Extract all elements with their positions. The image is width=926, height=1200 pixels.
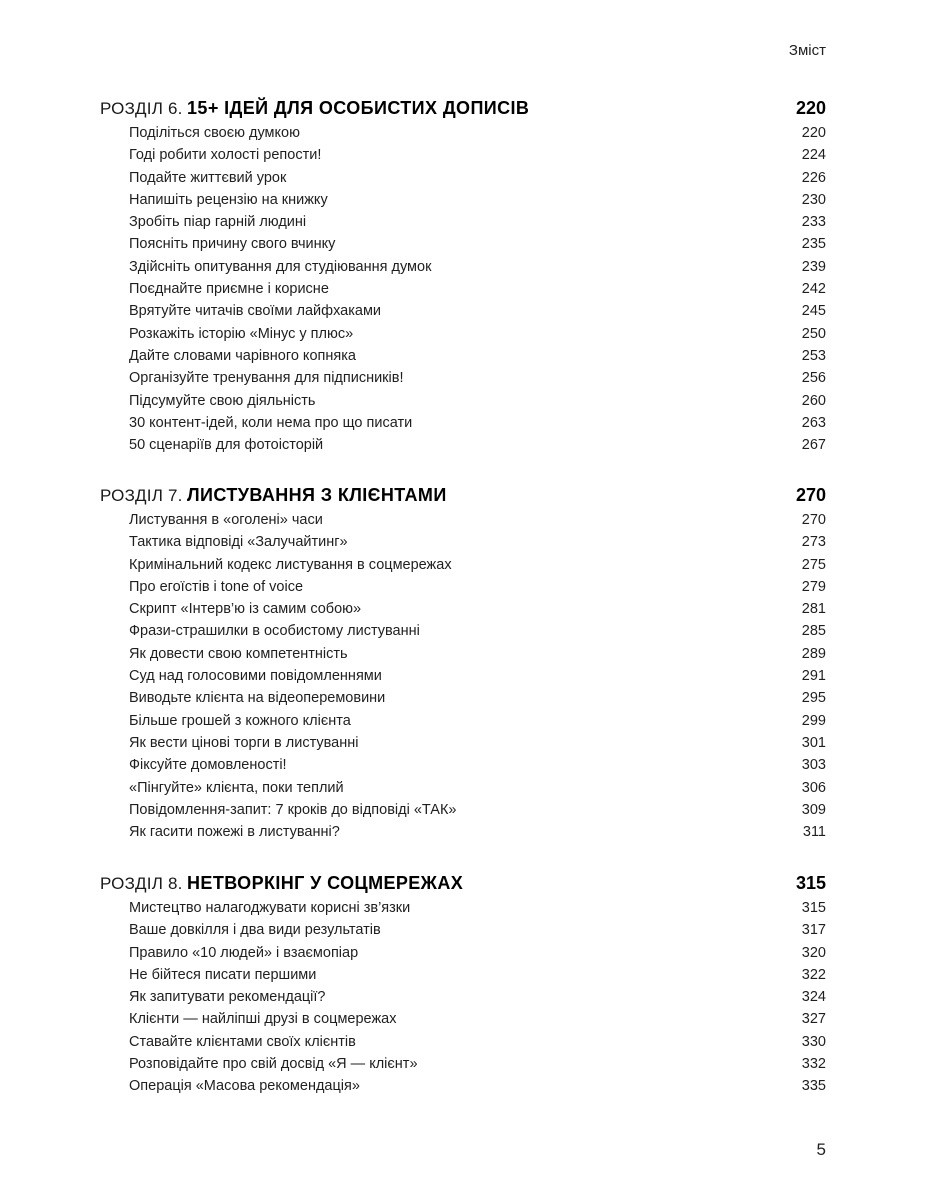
toc-entry[interactable] (100, 732, 826, 754)
toc-entry-title: Тактика відповіді «Залучайтинг» (129, 534, 348, 551)
toc-entry[interactable] (100, 576, 826, 598)
toc-entry-title: Більше грошей з кожного клієнта (129, 712, 351, 729)
chapter-entries (100, 509, 826, 843)
chapter-page-number: 270 (795, 485, 826, 505)
toc-entry[interactable] (100, 167, 826, 189)
toc-entry[interactable] (100, 620, 826, 642)
toc-entry-page: 295 (801, 690, 826, 707)
toc-entry[interactable] (100, 1031, 826, 1053)
toc-entry-title: Повідомлення-запит: 7 кроків до відповіді «ТАК» (129, 801, 457, 818)
toc-entry[interactable] (100, 323, 826, 345)
toc-entry-title: Зробіть піар гарній людині (129, 214, 307, 231)
toc-entry-title: Дайте словами чарівного копняка (129, 347, 356, 364)
toc-entry-page: 256 (801, 370, 826, 387)
toc-entry-page: 306 (801, 779, 826, 796)
toc-entry-page: 324 (801, 989, 826, 1006)
toc-entry[interactable] (100, 345, 826, 367)
toc-entry-title: Поясніть причину свого вчинку (129, 236, 336, 253)
toc-entry-page: 270 (801, 512, 826, 528)
toc-entry[interactable] (100, 211, 826, 233)
chapter-section-7 (100, 481, 826, 843)
toc-entry-page: 332 (801, 1056, 826, 1073)
toc-entry-title: Здійсніть опитування для студіювання думок (129, 258, 432, 275)
toc-entry-page: 226 (801, 169, 826, 186)
toc-entry[interactable] (100, 278, 826, 300)
toc-entry[interactable] (100, 233, 826, 255)
toc-entry-page: 279 (801, 578, 826, 595)
toc-entry-page: 220 (801, 125, 826, 141)
toc-entry-title: Розкажіть історію «Мінус у плюс» (129, 325, 354, 342)
toc-entry[interactable] (100, 821, 826, 843)
toc-entry-page: 267 (801, 437, 826, 454)
chapter-label: РОЗДІЛ 6. (100, 99, 183, 118)
toc-entry-page: 281 (801, 601, 826, 618)
toc-entry-title: Про егоїстів і tone of voice (129, 578, 304, 595)
toc-entry-title: Суд над голосовими повідомленнями (129, 668, 382, 685)
toc-entry[interactable] (100, 256, 826, 278)
chapter-entries (100, 897, 826, 1098)
chapter-heading (100, 94, 529, 124)
toc-entry[interactable] (100, 554, 826, 576)
toc-entry-title: Як довести свою компетентність (129, 645, 348, 662)
toc-entry-page: 242 (801, 281, 826, 298)
page-number: 5 (816, 1140, 826, 1159)
toc-entry[interactable] (100, 1053, 826, 1075)
chapter-section-8 (100, 869, 826, 1098)
chapter-entries (100, 122, 826, 456)
chapter-heading (100, 869, 463, 899)
toc-entry[interactable] (100, 300, 826, 322)
toc-entry[interactable] (100, 390, 826, 412)
toc-entry-title: Фіксуйте домовленості! (129, 757, 287, 774)
toc-entry[interactable] (100, 531, 826, 553)
toc-entry-title: Поділіться своєю думкою (129, 125, 300, 141)
toc-entry-page: 250 (801, 325, 826, 342)
toc-entry[interactable] (100, 1008, 826, 1030)
toc-entry[interactable] (100, 412, 826, 434)
toc-entry-title: Ставайте клієнтами своїх клієнтів (129, 1033, 356, 1050)
toc-entry-page: 239 (801, 258, 826, 275)
toc-entry[interactable] (100, 754, 826, 776)
toc-entry[interactable] (100, 598, 826, 620)
toc-entry-title: Напишіть рецензію на книжку (129, 191, 328, 208)
toc-entry-page: 317 (801, 922, 826, 939)
toc-entry-title: Врятуйте читачів своїми лайфхаками (129, 303, 382, 320)
toc-entry-page: 291 (801, 668, 826, 685)
toc-entry-title: Виводьте клієнта на відеоперемовини (129, 690, 386, 707)
toc-entry-title: Поєднайте приємне і корисне (129, 281, 329, 298)
toc-entry-title: Як вести цінові торги в листуванні (129, 734, 359, 751)
toc-entry-title: Підсумуйте свою діяльність (129, 392, 316, 409)
toc-entry-title: 50 сценаріїв для фотоісторій (129, 437, 324, 454)
toc-entry[interactable] (100, 144, 826, 166)
chapter-header[interactable] (100, 94, 826, 122)
toc-entry-page: 245 (801, 303, 826, 320)
chapter-label: РОЗДІЛ 8. (100, 874, 183, 893)
toc-entry[interactable] (100, 942, 826, 964)
toc-entry-title: Клієнти — найліпші друзі в соцмережах (129, 1011, 397, 1028)
toc-entry-page: 285 (801, 623, 826, 640)
chapter-title: НЕТВОРКІНГ У СОЦМЕРЕЖАХ (187, 873, 464, 893)
toc-entry[interactable] (100, 189, 826, 211)
toc-entry[interactable] (100, 665, 826, 687)
toc-entry-title: Не бійтеся писати першими (129, 966, 317, 983)
toc-entry-title: Годі робити холості репости! (129, 147, 322, 164)
toc-entry-title: Скрипт «Інтерв’ю із самим собою» (129, 601, 362, 618)
toc-entry-page: 260 (801, 392, 826, 409)
toc-entry-page: 273 (801, 534, 826, 551)
toc-entry-title: Мистецтво налагоджувати корисні зв’язки (129, 900, 411, 916)
chapter-heading (100, 481, 447, 511)
toc-entry[interactable] (100, 122, 826, 144)
toc-entry-page: 230 (801, 191, 826, 208)
toc-entry-page: 315 (801, 900, 826, 916)
toc-entry-page: 327 (801, 1011, 826, 1028)
toc-entry[interactable] (100, 367, 826, 389)
toc-entry-page: 233 (801, 214, 826, 231)
toc-entry-page: 224 (801, 147, 826, 164)
toc-entry-title: Як запитувати рекомендації? (129, 989, 326, 1006)
toc-entry[interactable] (100, 777, 826, 799)
toc-entry-page: 330 (801, 1033, 826, 1050)
toc-entry-page: 322 (801, 966, 826, 983)
toc-entry-title: Операція «Масова рекомендація» (129, 1078, 360, 1095)
toc-entry-page: 253 (801, 347, 826, 364)
toc-entry[interactable] (100, 964, 826, 986)
toc-entry-page: 299 (801, 712, 826, 729)
chapter-title: ЛИСТУВАННЯ З КЛІЄНТАМИ (187, 485, 447, 505)
toc-entry-title: Листування в «оголені» часи (129, 512, 323, 528)
toc-entry-title: 30 контент-ідей, коли нема про що писати (129, 414, 413, 431)
toc-entry[interactable] (100, 434, 826, 456)
toc-entry-title: Фрази-страшилки в особистому листуванні (129, 623, 420, 640)
toc-entry-title: Подайте життєвий урок (129, 169, 287, 186)
toc-entry-title: Ваше довкілля і два види результатів (129, 922, 381, 939)
toc-entry[interactable] (100, 799, 826, 821)
chapter-page-number: 220 (795, 98, 826, 118)
toc-entry[interactable] (100, 687, 826, 709)
toc-entry-page: 275 (801, 556, 826, 573)
toc-entry-page: 320 (801, 944, 826, 961)
toc-entry[interactable] (100, 643, 826, 665)
toc-entry-title: «Пінгуйте» клієнта, поки теплий (129, 779, 344, 796)
toc-entry-page: 335 (801, 1078, 826, 1095)
toc-entry-title: Кримінальний кодекс листування в соцмережах (129, 556, 452, 573)
toc-entry-title: Організуйте тренування для підписників! (129, 370, 404, 387)
toc-entry-title: Як гасити пожежі в листуванні? (129, 824, 340, 841)
running-head: Зміст (788, 42, 826, 59)
chapter-title: 15+ ІДЕЙ ДЛЯ ОСОБИСТИХ ДОПИСІВ (187, 98, 530, 118)
toc-entry-page: 311 (802, 824, 826, 841)
toc-entry-page: 301 (801, 734, 826, 751)
chapter-header[interactable] (100, 481, 826, 509)
chapter-page-number: 315 (795, 873, 826, 893)
toc-entry[interactable] (100, 897, 826, 919)
toc-entry[interactable] (100, 509, 826, 531)
toc-entry-title: Розповідайте про свій досвід «Я — клієнт» (129, 1056, 418, 1073)
toc-entry[interactable] (100, 1075, 826, 1097)
chapter-header[interactable] (100, 869, 826, 897)
toc-entry-page: 235 (801, 236, 826, 253)
toc-entry[interactable] (100, 986, 826, 1008)
toc-entry-page: 289 (801, 645, 826, 662)
toc-entry[interactable] (100, 919, 826, 941)
chapter-section-6 (100, 94, 826, 456)
toc-entry-page: 263 (801, 414, 826, 431)
chapter-label: РОЗДІЛ 7. (100, 486, 183, 505)
toc-entry-title: Правило «10 людей» і взаємопіар (129, 944, 359, 961)
toc-entry-page: 303 (801, 757, 826, 774)
toc-entry-page: 309 (801, 801, 826, 818)
toc-entry[interactable] (100, 710, 826, 732)
